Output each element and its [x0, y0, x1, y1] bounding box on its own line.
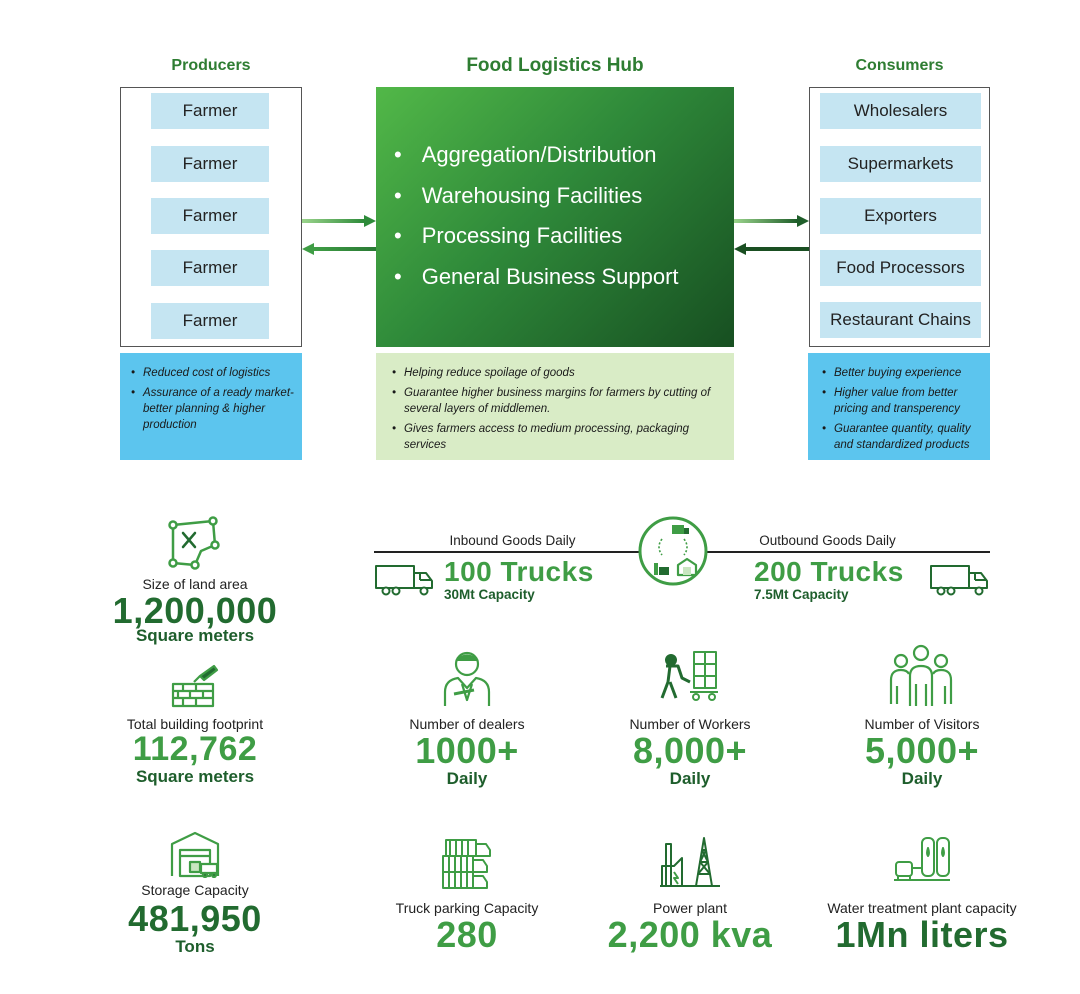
outbound-divider: [696, 551, 990, 553]
consumer-item: Exporters: [820, 198, 981, 234]
consumer-item: Supermarkets: [820, 146, 981, 182]
hub-box: [376, 87, 734, 347]
hub-item: • Warehousing Facilities: [394, 176, 734, 217]
workers-value: 8,000+: [632, 730, 748, 771]
water-value: 1Mn liters: [835, 914, 1009, 955]
warehouse-icon: [168, 830, 222, 878]
inbound-divider: [374, 551, 640, 553]
outbound-value: 200 Trucks: [754, 556, 904, 587]
land-area-icon: [165, 515, 221, 571]
arrow-from-consumers-icon: [734, 242, 809, 256]
workers-label: Number of Workers: [629, 716, 751, 732]
dealers-label: Number of dealers: [409, 716, 525, 732]
hub-item: • General Business Support: [394, 257, 734, 298]
water-label: Water treatment plant capacity: [827, 900, 1017, 916]
consumer-item: Food Processors: [820, 250, 981, 286]
hub-note: • Gives farmers access to medium processing, packaging services: [390, 421, 722, 453]
inbound-label: Inbound Goods Daily: [449, 533, 576, 548]
land-value: 1,200,000: [112, 590, 278, 631]
visitors-label: Number of Visitors: [864, 716, 980, 732]
land-label: Size of land area: [142, 576, 248, 592]
hub-notes: [376, 353, 734, 460]
power-label: Power plant: [653, 900, 727, 916]
consumers-note: • Guarantee quantity, quality and standardized products: [820, 421, 984, 453]
hub-title: Food Logistics Hub: [466, 55, 644, 76]
producer-item: Farmer: [151, 198, 269, 234]
consumer-item: Wholesalers: [820, 93, 981, 129]
outbound-label: Outbound Goods Daily: [759, 533, 896, 548]
visitors-icon: [888, 644, 954, 708]
producers-title: Producers: [171, 57, 251, 74]
consumers-notes: [808, 353, 990, 460]
water-treatment-icon: [892, 834, 952, 886]
logistics-hub-icon: [636, 505, 710, 595]
building-unit: Square meters: [135, 767, 255, 786]
producer-item: Farmer: [151, 303, 269, 339]
land-unit: Square meters: [135, 626, 255, 645]
arrow-to-consumers-icon: [734, 214, 809, 228]
hub-item: • Aggregation/Distribution: [394, 135, 734, 176]
consumers-title: Consumers: [855, 57, 944, 74]
storage-unit: Tons: [175, 937, 215, 956]
power-value: 2,200 kva: [607, 914, 773, 955]
producers-notes: [120, 353, 302, 460]
producers-note: • Assurance of a ready market-better planning & higher production: [129, 385, 294, 433]
workers-unit: Daily: [669, 769, 711, 788]
visitors-value: 5,000+: [864, 730, 980, 771]
parking-label: Truck parking Capacity: [395, 900, 539, 916]
consumers-note: • Better buying experience: [820, 365, 984, 381]
brick-wall-icon: [170, 662, 220, 710]
hub-note: • Guarantee higher business margins for farmers by cutting of several layers of middlemen.: [390, 385, 722, 417]
truck-parking-icon: [440, 836, 496, 892]
power-plant-icon: [660, 836, 720, 888]
storage-label: Storage Capacity: [141, 882, 249, 898]
dealers-unit: Daily: [446, 769, 488, 788]
hub-item: • Processing Facilities: [394, 216, 734, 257]
parking-value: 280: [436, 914, 498, 955]
building-value: 112,762: [132, 730, 258, 768]
producer-item: Farmer: [151, 93, 269, 129]
worker-icon: [656, 650, 720, 702]
visitors-unit: Daily: [901, 769, 943, 788]
inbound-truck-icon: [374, 563, 434, 597]
inbound-value: 100 Trucks: [444, 556, 594, 587]
producers-note: • Reduced cost of logistics: [129, 365, 294, 381]
building-label: Total building footprint: [126, 716, 264, 732]
dealers-value: 1000+: [415, 730, 519, 771]
arrow-to-hub-icon: [302, 214, 376, 228]
outbound-truck-icon: [929, 563, 989, 597]
producer-item: Farmer: [151, 146, 269, 182]
storage-value: 481,950: [128, 898, 262, 939]
inbound-unit: 30Mt Capacity: [444, 587, 535, 602]
consumer-item: Restaurant Chains: [820, 302, 981, 338]
dealer-icon: [440, 648, 494, 708]
hub-note: • Helping reduce spoilage of goods: [390, 365, 722, 381]
outbound-unit: 7.5Mt Capacity: [754, 587, 849, 602]
producer-item: Farmer: [151, 250, 269, 286]
consumers-note: • Higher value from better pricing and transperency: [820, 385, 984, 417]
arrow-to-producers-icon: [302, 242, 376, 256]
